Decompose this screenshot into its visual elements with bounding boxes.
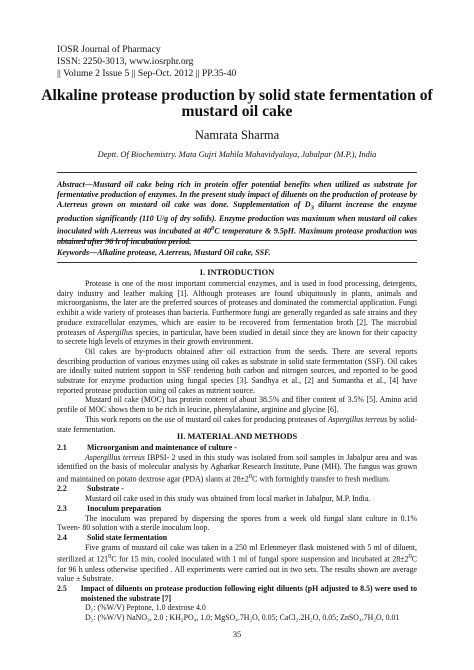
s4-text-2: C for 15 min, cooled inoculated with 1 ml of fungal spore suspension and incubated at 28±2 [111, 554, 409, 564]
subsection-2-3-text: The inoculum was prepared by dispersing the spores from a week old fungal slant culture in 0.1% Tween- 80 solution with a sterile inoculum loop. [57, 513, 417, 533]
author-name: Namrata Sharma [194, 128, 280, 142]
section-heading-introduction: I. INTRODUCTION [199, 268, 275, 277]
subsection-title: Solid state fermentation [87, 532, 168, 542]
divider-top [57, 172, 417, 173]
intro-p4-text-a: This work reports on the use of mustard oil cakes for producing proteases of [85, 414, 328, 424]
subsection-title: Microorganism and maintenance of culture - [87, 443, 237, 452]
subsection-2-4-text [57, 543, 417, 584]
abstract [57, 180, 417, 248]
abstract-lead: Abstract— [57, 180, 93, 189]
s4-text-3: C for 96 h unless otherwise specified . All experiments were carried out in two sets. The results shown are average value ± Substrate. [57, 554, 417, 584]
intro-p4-text-b: by solid-state fermentation. [57, 414, 417, 434]
page-number: 35 [232, 630, 242, 639]
subsection-number: 2.3 [57, 503, 67, 513]
abstract-d-subscript: 3 [310, 205, 314, 213]
subsection-2-1-text [57, 453, 417, 485]
subsection-title: Inoculum preparation [87, 503, 162, 513]
subsection-2-4-heading [57, 533, 417, 543]
s4-text-1: Five grams of mustard oil cake was taken in a 250 ml Erlenmeyer flask moistened with 5 ml of diluent, sterilized at 121 [57, 542, 417, 564]
abstract-text-3: C temperature & 9.5pH. Maximum protease production was obtained after 96 h of incubation period. [57, 227, 417, 247]
abstract-text-2: diluent increase the enzyme production significantly (110 U/g of dry solids). Enzyme production was maximum when mustard oil cakes inoculated with A.terreus was incubated at 40 [57, 200, 417, 237]
intro-paragraph-1 [57, 279, 417, 347]
introduction-body [57, 279, 417, 434]
organism-name: Aspergillus terreus [85, 452, 145, 462]
journal-name: IOSR Journal of Pharmacy [57, 44, 161, 55]
diluent-d1: D₁: (%W/V) Peptone, 1.0 dextrose 4.0 [85, 603, 206, 613]
journal-volume: || Volume 2 Issue 5 || Sep-Oct. 2012 || PP.35-40 [57, 68, 237, 79]
diluent-d2: D₂: (%W/V) NaNO₃, 2.0 ; KH₂PO₄, 1.0; MgSO₄.7H₂O, 0.05; CaCl₂.2H₂O, 0.05; ZnSO₄.7H₂O, 0.01 [85, 613, 400, 623]
subsection-2-5-heading [57, 584, 417, 603]
methods-body [57, 443, 417, 623]
subsection-number: 2.5 [57, 584, 67, 594]
intro-p1-text-a: Protease is one of the most important commercial enzymes, and is used in food processing, detergents, dairy industry and leather making [1]. Although proteases are found ubiquitously in plants, animals and microorganisms, the later are the preferred sources of proteases and dominated the commercial application. Fungi exhibit a wide variety of proteases than bacteria. Furthermore fungi are generally regarded as safe strains and they produce extracellular enzymes, which are easier to be recovered from fermentation broth [2]. The microbial proteases of [57, 279, 417, 337]
subsection-number: 2.4 [57, 532, 67, 542]
divider-bottom [57, 262, 417, 263]
divider-mid [57, 240, 417, 241]
section-heading-methods: II. MATERIAL AND METHODS [176, 432, 298, 441]
subsection-2-3-heading [57, 504, 417, 514]
paper-title: Alkaline protease production by solid state fermentation of mustard oil cake [41, 87, 433, 120]
s1-text: IBPSI- 2 used in this study was isolated from soil samples in Jabalpur area and was identified on the basis of molecular analysis by Agharkar Research Institute, Pune (MH). The fungus was grown and maintained on potato dextrose agar (PDA) slants at 28±2 [57, 452, 417, 484]
subsection-2-1-heading [57, 443, 417, 453]
author-affiliation: Deptt. Of Biochemistry. Mata Gujri Mahila Mahavidyalaya, Jabalpur (M.P.), India [97, 150, 377, 159]
subsection-number: 2.1 [57, 443, 67, 452]
subsection-2-2-text: Mustard oil cake used in this study was obtained from local market in Jabalpur, M.P. India. [85, 494, 371, 504]
keywords: Keywords—Alkaline protease, A.terreus, Mustard Oil cake, SSF. [57, 248, 271, 257]
s4-degree-1: 0 [108, 553, 112, 561]
abstract-degree: 0 [211, 225, 215, 233]
abstract-text-1: Mustard oil cake being rich in protein offer potential benefits when utilized as substrate for fermentative production of enzymes. In the present study impact of diluents on the production of protease by A.terreus grown on mustard oil cake was done. Supplementation of D [57, 180, 417, 210]
subsection-number: 2.2 [57, 484, 67, 494]
intro-p4-italic: Aspergillus terreus [327, 414, 388, 424]
s1-text-2: C with fortnightly transfer to fresh medium. [252, 474, 391, 484]
intro-p1-italic: Aspergillus [97, 327, 133, 337]
intro-p1-text-b: species, in particular, have been studied in detail since they are known for their capacity to secrete high levels of enzymes in their growth environment. [57, 327, 417, 347]
s1-degree: 0 [248, 473, 253, 481]
s4-degree-2: 0 [408, 553, 412, 561]
subsection-title: Substrate - [87, 484, 124, 494]
intro-paragraph-2: Oil cakes are by-products obtained after oil extraction from the seeds. There are several reports describing production of various enzymes using oil cakes as substrate in solid state fermentation (SSF). Oil cakes are ideally suited nutrient support in SSF rendering both carbon and nitrogen sources, and reported to be good substrate for enzyme production using fungal species [3]. Sandhya et al., [2] and Sumantha et al., [4] have reported protease production using oil cakes as nutrient source. [57, 346, 417, 395]
subsection-title: Impact of diluents on protease production following eight diluents (pH adjusted to 8.5) were used to moistened the substrate [7] [80, 584, 417, 603]
intro-paragraph-3: Mustard oil cake (MOC) has protein content of about 38.5% and fiber content of 3.5% [5]. Amino acid profile of MOC shows them to be rich in leucine, phenylalanine, arginine and glycine [6]. [57, 395, 417, 415]
subsection-2-2-heading [57, 484, 417, 494]
journal-issn: ISSN: 2250-3013, www.iosrphr.org [57, 56, 194, 67]
journal-header [57, 44, 236, 80]
